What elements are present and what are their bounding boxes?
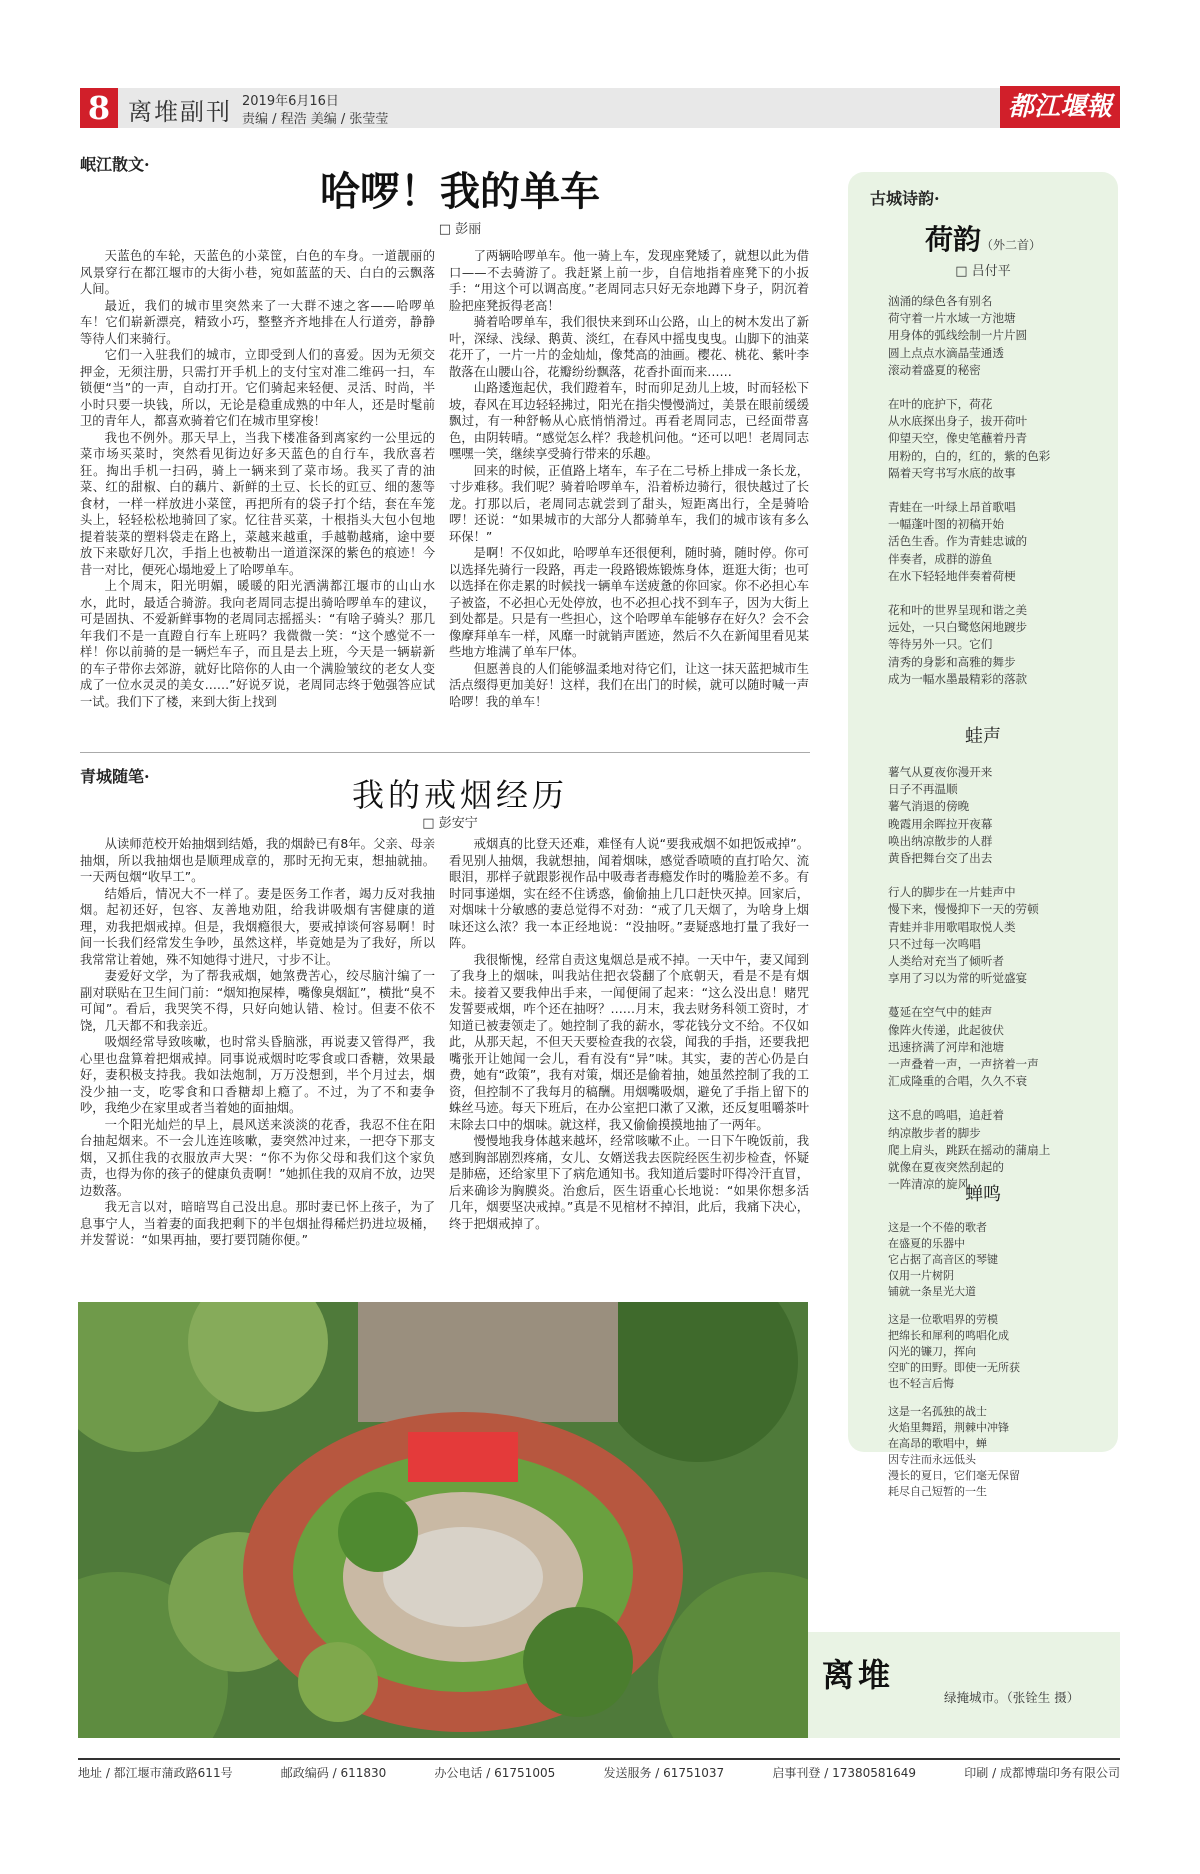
paragraph: 天蓝色的车轮，天蓝色的小菜筐，白色的车身。一道靓丽的风景穿行在都江堰市的大街小巷，宛如蓝蓝的天、白白的云飘落人间。	[80, 249, 435, 296]
poem-subtitle-wa-sheng: 蛙声	[965, 726, 1001, 747]
paragraph: 我无言以对，暗暗骂自己没出息。那时妻已怀上孩子，为了息事宁人，当着妻的面我把剩下的半包烟扯得稀烂扔进垃圾桶，并发誓说：“如果再抽，要打要罚随你便。”	[80, 1200, 435, 1247]
divider	[80, 752, 810, 753]
photo-caption-panel	[808, 1632, 1120, 1738]
paragraph: 骑着哈啰单车，我们很快来到环山公路，山上的树木发出了新叶，深绿、浅绿、鹅黄、淡红，在春风中摇曳曳曳。山脚下的油菜花开了，一片一片的金灿灿，像梵高的油画。樱花、桃花、紫叶李散落在山腰山谷，花瓣纷纷飘落，花香扑面而来……	[449, 315, 809, 379]
poem-chan-ming	[888, 1220, 1108, 1500]
article1-title: 哈啰！我的单车	[320, 168, 600, 215]
stanza: 花和叶的世界呈现和谐之美 远处，一只白鹭悠闲地踱步 等待另外一只。它们 清秀的身影和高雅的舞步 成为一幅水墨最精彩的落款	[888, 603, 1028, 686]
stanza: 这是一名孤独的战士 火焰里舞蹈，荆棘中冲锋 在高昂的歌唱中，蝉 因专注而永远低头 漫长的夏日，它们毫无保留 耗尽自己短暂的一生	[888, 1405, 1020, 1498]
article1-column-2	[449, 248, 809, 748]
footer-ads: 启事刊登 / 17380581649	[772, 1766, 917, 1780]
article2-column-1	[80, 836, 435, 1291]
header-band	[80, 88, 1120, 128]
footer-address: 地址 / 都江堰市蒲政路611号	[78, 1766, 233, 1780]
stanza: 汹涌的绿色各有别名 荷守着一片水域一方池塘 用身体的弧线绘制一片片圆 圆上点点水滴晶莹通透 滚动着盛夏的秘密	[888, 294, 1028, 377]
paragraph: 妻爱好文学，为了帮我戒烟，她煞费苦心，绞尽脑汁编了一副对联贴在卫生间门前：“烟知抱屎棒，嘴像臭烟缸”，横批“臭不可闻”。看后，我哭笑不得，只好向她认错、检讨。但妻不依不饶，几天都不和我亲近。	[80, 969, 435, 1033]
paragraph: 山路逶迤起伏，我们蹬着车，时而卯足劲儿上坡，时而轻松下坡，春风在耳边轻轻拂过，阳光在指尖慢慢淌过，美景在眼前缓缓飘过，有一种舒畅从心底悄悄滑过。再看老周同志，已经面带喜色，由阴转晴。“感觉怎么样？我趁机问他。“还可以吧！老周同志嘿嘿一笑，继续享受骑行带来的乐趣。	[449, 381, 809, 461]
stanza: 行人的脚步在一片蛙声中 慢下来，慢慢抑下一天的劳顿 青蛙并非用歌唱取悦人类 只不过每一次鸣唱 人类给对充当了倾听者 享用了习以为常的听觉盛宴	[888, 885, 1039, 986]
paragraph: 我也不例外。那天早上，当我下楼准备到离家约一公里远的菜市场买菜时，突然看见街边好多天蓝色的自行车，我欣喜若狂。掏出手机一扫码，骑上一辆来到了菜市场。我买了青的油菜、红的甜椒、白的藕片、新鲜的土豆、长长的豇豆、细的葱等食材，一样一样放进小菜筐，再把所有的袋子打个结，套在车笼头上，轻轻松松地骑回了家。忆往昔买菜，十根指头大包小包地提着装菜的塑料袋走在路上，菜越来越重，手越勒越痛，途中要放下来歇好几次，手指上也被勒出一道道深深的紫色的痕迹！今昔一对比，便死心塌地爱上了哈啰单车。	[80, 430, 435, 577]
newspaper-logo: 都江堰報	[1000, 86, 1120, 128]
poem-he-yun	[888, 293, 1108, 705]
stanza: 青蛙在一叶绿上昂首歌唱 一幅蓬叶图的初稿开始 活色生香。作为青蛙忠诚的 伴奏者，成群的游鱼 在水下轻轻地伴奏着荷梗	[888, 500, 1028, 583]
editors: 责编 / 程浩 美编 / 张莹莹	[242, 112, 389, 127]
article1-column-1	[80, 248, 435, 748]
article2-column-2	[449, 836, 809, 1291]
footer-rule	[78, 1758, 1120, 1760]
stanza: 在叶的庇护下，荷花 从水底探出身子，拔开荷叶 仰望天空，像史笔蘸着丹青 用粉的，白的，红的，紫的色彩 隔着天穹书写水底的故事	[888, 397, 1051, 480]
article1-column-label: 岷江散文·	[80, 155, 150, 174]
stanza: 这是一位歌唱界的劳模 把绵长和犀利的鸣唱化成 闪光的镰刀，挥向 空旷的田野。即使一无所获 也不轻言后悔	[888, 1313, 1020, 1390]
article1-byline: □ 彭丽	[438, 222, 482, 237]
paragraph: 结婚后，情况大不一样了。妻是医务工作者，竭力反对我抽烟。起初还好，包容、友善地劝阻，给我讲吸烟有害健康的道理，劝我把烟戒掉。但是，我烟瘾很大，要戒掉谈何容易啊！时间一长我们经常发生争吵，虽然这样，毕竟她是为了我好，所以我常常让着她，殊不知她得寸进尺，寸步不让。	[80, 886, 435, 967]
footer-printer: 印刷 / 成都博瑞印务有限公司	[964, 1766, 1120, 1780]
aerial-park-photo	[78, 1302, 808, 1738]
page-number: 8	[80, 88, 118, 128]
footer	[78, 1764, 1120, 1781]
paragraph: 它们一入驻我们的城市，立即受到人们的喜爱。因为无须交押金，无须注册，只需打开手机上的支付宝对准二维码一扫，车锁便“当”的一声，自动打开。它们骑起来轻便、灵活、时尚，半小时只要一块钱，所以，无论是稳重成熟的中年人，还是时髦前卫的青年人，都喜欢骑着它们在城市里穿梭！	[80, 348, 435, 428]
photo-title: 离堆	[822, 1656, 895, 1694]
stanza: 这是一个不倦的歌者 在盛夏的乐器中 它占据了高音区的琴键 仅用一片树阴 铺就一条星光大道	[888, 1221, 998, 1298]
section-title: 离堆副刊	[128, 98, 232, 126]
paragraph: 慢慢地我身体越来越坏，经常咳嗽不止。一日下午晚饭前，我感到胸部剧烈疼痛，女儿、女婿送我去医院经医生初步检查，怀疑是肺癌，还给家里下了病危通知书。我知道后霎时吓得冷汗直冒，后来确诊为胸膜炎。治愈后，医生语重心长地说：“如果你想多活几年，烟要坚决戒掉。”真是不见棺材不掉泪，此后，我痛下决心，终于把烟戒掉了。	[449, 1134, 809, 1231]
photo-illustration	[78, 1302, 808, 1738]
footer-postcode: 邮政编码 / 611830	[280, 1766, 387, 1780]
paragraph: 一个阳光灿烂的早上，晨风送来淡淡的花香，我忍不住在阳台抽起烟来。不一会儿连连咳嗽，妻突然冲过来，一把夺下那支烟，又抓住我的衣服放声大哭：“你不为你父母和我们这个家负责，也得为你的孩子的健康负责啊！”她抓住我的双肩不放，边哭边数落。	[80, 1117, 435, 1198]
stanza: 蔓延在空气中的蛙声 像阵火传递，此起彼伏 迅速挤满了河岸和池塘 一声叠着一声，一声挤着一声 汇成隆重的合唱，久久不衰	[888, 1005, 1039, 1089]
photo-caption: 绿掩城市。（张铨生 摄）	[944, 1690, 1080, 1705]
poems-column-label: 古城诗韵·	[870, 189, 940, 208]
paragraph: 从读师范校开始抽烟到结婚，我的烟龄已有8年。父亲、母亲抽烟，所以我抽烟也是顺理成章的，那时无拘无束，想抽就抽。一天两包烟“收早工”。	[80, 837, 435, 884]
paragraph: 回来的时候，正值路上堵车，车子在二号桥上排成一条长龙，寸步难移。我们呢？骑着哈啰单车，沿着桥边骑行，很快越过了长龙。打那以后，老周同志就尝到了甜头，短距离出行，全是骑哈啰！还说：“如果城市的大部分人都骑单车，我们的城市该有多么环保！”	[449, 463, 809, 544]
poem-byline: □ 吕付平	[955, 264, 1011, 279]
poem-title: 荷韵	[924, 223, 981, 256]
stanza: 这不息的鸣唱，追赶着 纳凉散步者的脚步 爬上肩头，跳跃在摇动的蒲扇上 就像在夏夜突然刮起的 一阵清凉的旋风	[888, 1108, 1051, 1192]
article2-column-label: 青城随笔·	[80, 767, 150, 786]
paragraph: 了两辆哈啰单车。他一骑上车，发现座凳矮了，就想以此为借口——不去骑游了。我赶紧上前一步，自信地指着座凳下的小扳手：“用这个可以调高度。”老周同志只好无奈地蹲下身子，阴沉着脸把座凳扳得老高！	[449, 249, 809, 313]
poem-wa-sheng	[888, 764, 1108, 1210]
poem-title-note: （外二首）	[981, 238, 1042, 252]
paragraph: 吸烟经常导致咳嗽，也时常头昏脑涨，再说妻又管得严，我心里也盘算着把烟戒掉。同事说戒烟时吃零食或口香糖，效果最好，妻积极支持我。我如法炮制，万万没想到，半个月过去，烟没少抽一支，吃零食和口香糖却上瘾了。不过，为了不和妻争吵，我绝少在家里或者当着她的面抽烟。	[80, 1035, 435, 1115]
footer-office-phone: 办公电话 / 61751005	[434, 1766, 556, 1780]
paragraph: 是啊！不仅如此，哈啰单车还很便利，随时骑，随时停。你可以选择先骑行一段路，再走一段路锻炼锻炼身体，逛逛大街；也可以选择在你走累的时候找一辆单车送疲惫的你回家。你不必担心车子被盗，不必担心无处停放，也不必担心找不到车子，因为大街上到处都是。只是有一些担心，这个哈啰单车能够存在好久？会不会像摩拜单车一样，风靡一时就销声匿迹，然后不久在新闻里看见某些地方堆满了单车尸体。	[449, 546, 809, 659]
poem-title-block	[848, 218, 1118, 258]
issue-date: 2019年6月16日	[242, 94, 339, 109]
stanza: 薯气从夏夜你漫开来 日子不再温顺 薯气消退的傍晚 晚霞用余晖拉开夜幕 唤出纳凉散步的人群 黄昏把舞台交了出去	[888, 765, 993, 866]
article2-title: 我的戒烟经历	[351, 776, 568, 814]
paragraph: 戒烟真的比登天还难，难怪有人说“要我戒烟不如把饭戒掉”。看见别人抽烟，我就想抽，闻着烟味，感觉香喷喷的直打哈欠、流眼泪，那样子就跟影视作品中吸毒者毒瘾发作时的嘴脸差不多。有时同事递烟，实在经不住诱惑，偷偷抽上几口赶快灭掉。回家后，对烟味十分敏感的妻总觉得不对劲：“戒了几天烟了，为啥身上烟味还这么浓？我一本正经地说：“没抽呀。”妻疑惑地打量了我好一阵。	[449, 837, 809, 950]
paragraph: 最近，我们的城市里突然来了一大群不速之客——哈啰单车！它们崭新漂亮，精致小巧，整整齐齐地排在人行道旁，静静等待人们来骑行。	[80, 298, 435, 346]
paragraph: 上个周末，阳光明媚，暖暖的阳光洒满都江堰市的山山水水，此时，最适合骑游。我向老周同志提出骑哈啰单车的建议，可是固执、不爱新鲜事物的老周同志摇摇头：“有啥子骑头？那几年我们不是一直蹬自行车上班吗？我微微一笑：“这个感觉不一样！你以前骑的是一辆烂车子，而且是去上班，今天是一辆崭新的车子带你去郊游，就好比陪你的人由一个满脸皱纹的老女人变成了一位水灵灵的美女……”好说歹说，老周同志终于勉强答应试一试。我们下了楼，来到大街上找到	[80, 579, 435, 709]
paragraph: 但愿善良的人们能够温柔地对待它们，让这一抹天蓝把城市生活点缀得更加美好！这样，我们在出门的时候，就可以随时喊一声 哈啰！我的单车！	[449, 661, 809, 709]
poem-subtitle-chan-ming: 蝉鸣	[965, 1184, 1001, 1205]
paragraph: 我很惭愧，经常自责这鬼烟总是戒不掉。一天中午，妻又闻到了我身上的烟味，叫我站住把衣袋翻了个底朝天，看是不是有烟未。接着又要我伸出手来，一闻便闹了起来：“这么没出息！赌咒发誓要戒烟，咋个还在抽呀？……月末，我去财务科领工资时，才知道已被妻领走了。她控制了我的薪水，零花钱分文不给。不仅如此，从那天起，不但天天要检查我的衣袋，闻我的手指，还要我把嘴张开让她闻一会儿，看有没有“异”味。其实，妻的苦心仍是白费，她有“政策”，我有对策，烟还是偷着抽，她虽然控制了我的工资，但控制不了我每月的稿酬。用烟嘴吸烟，避免了手指上留下的蛛丝马迹。每天下班后，在办公室把口漱了又漱，还反复咀嚼茶叶末除去口中的烟味。就这样，我又偷偷摸摸地抽了一两年。	[449, 952, 809, 1132]
footer-delivery: 发送服务 / 61751037	[603, 1766, 725, 1780]
article2-byline: □ 彭安宁	[422, 816, 478, 831]
